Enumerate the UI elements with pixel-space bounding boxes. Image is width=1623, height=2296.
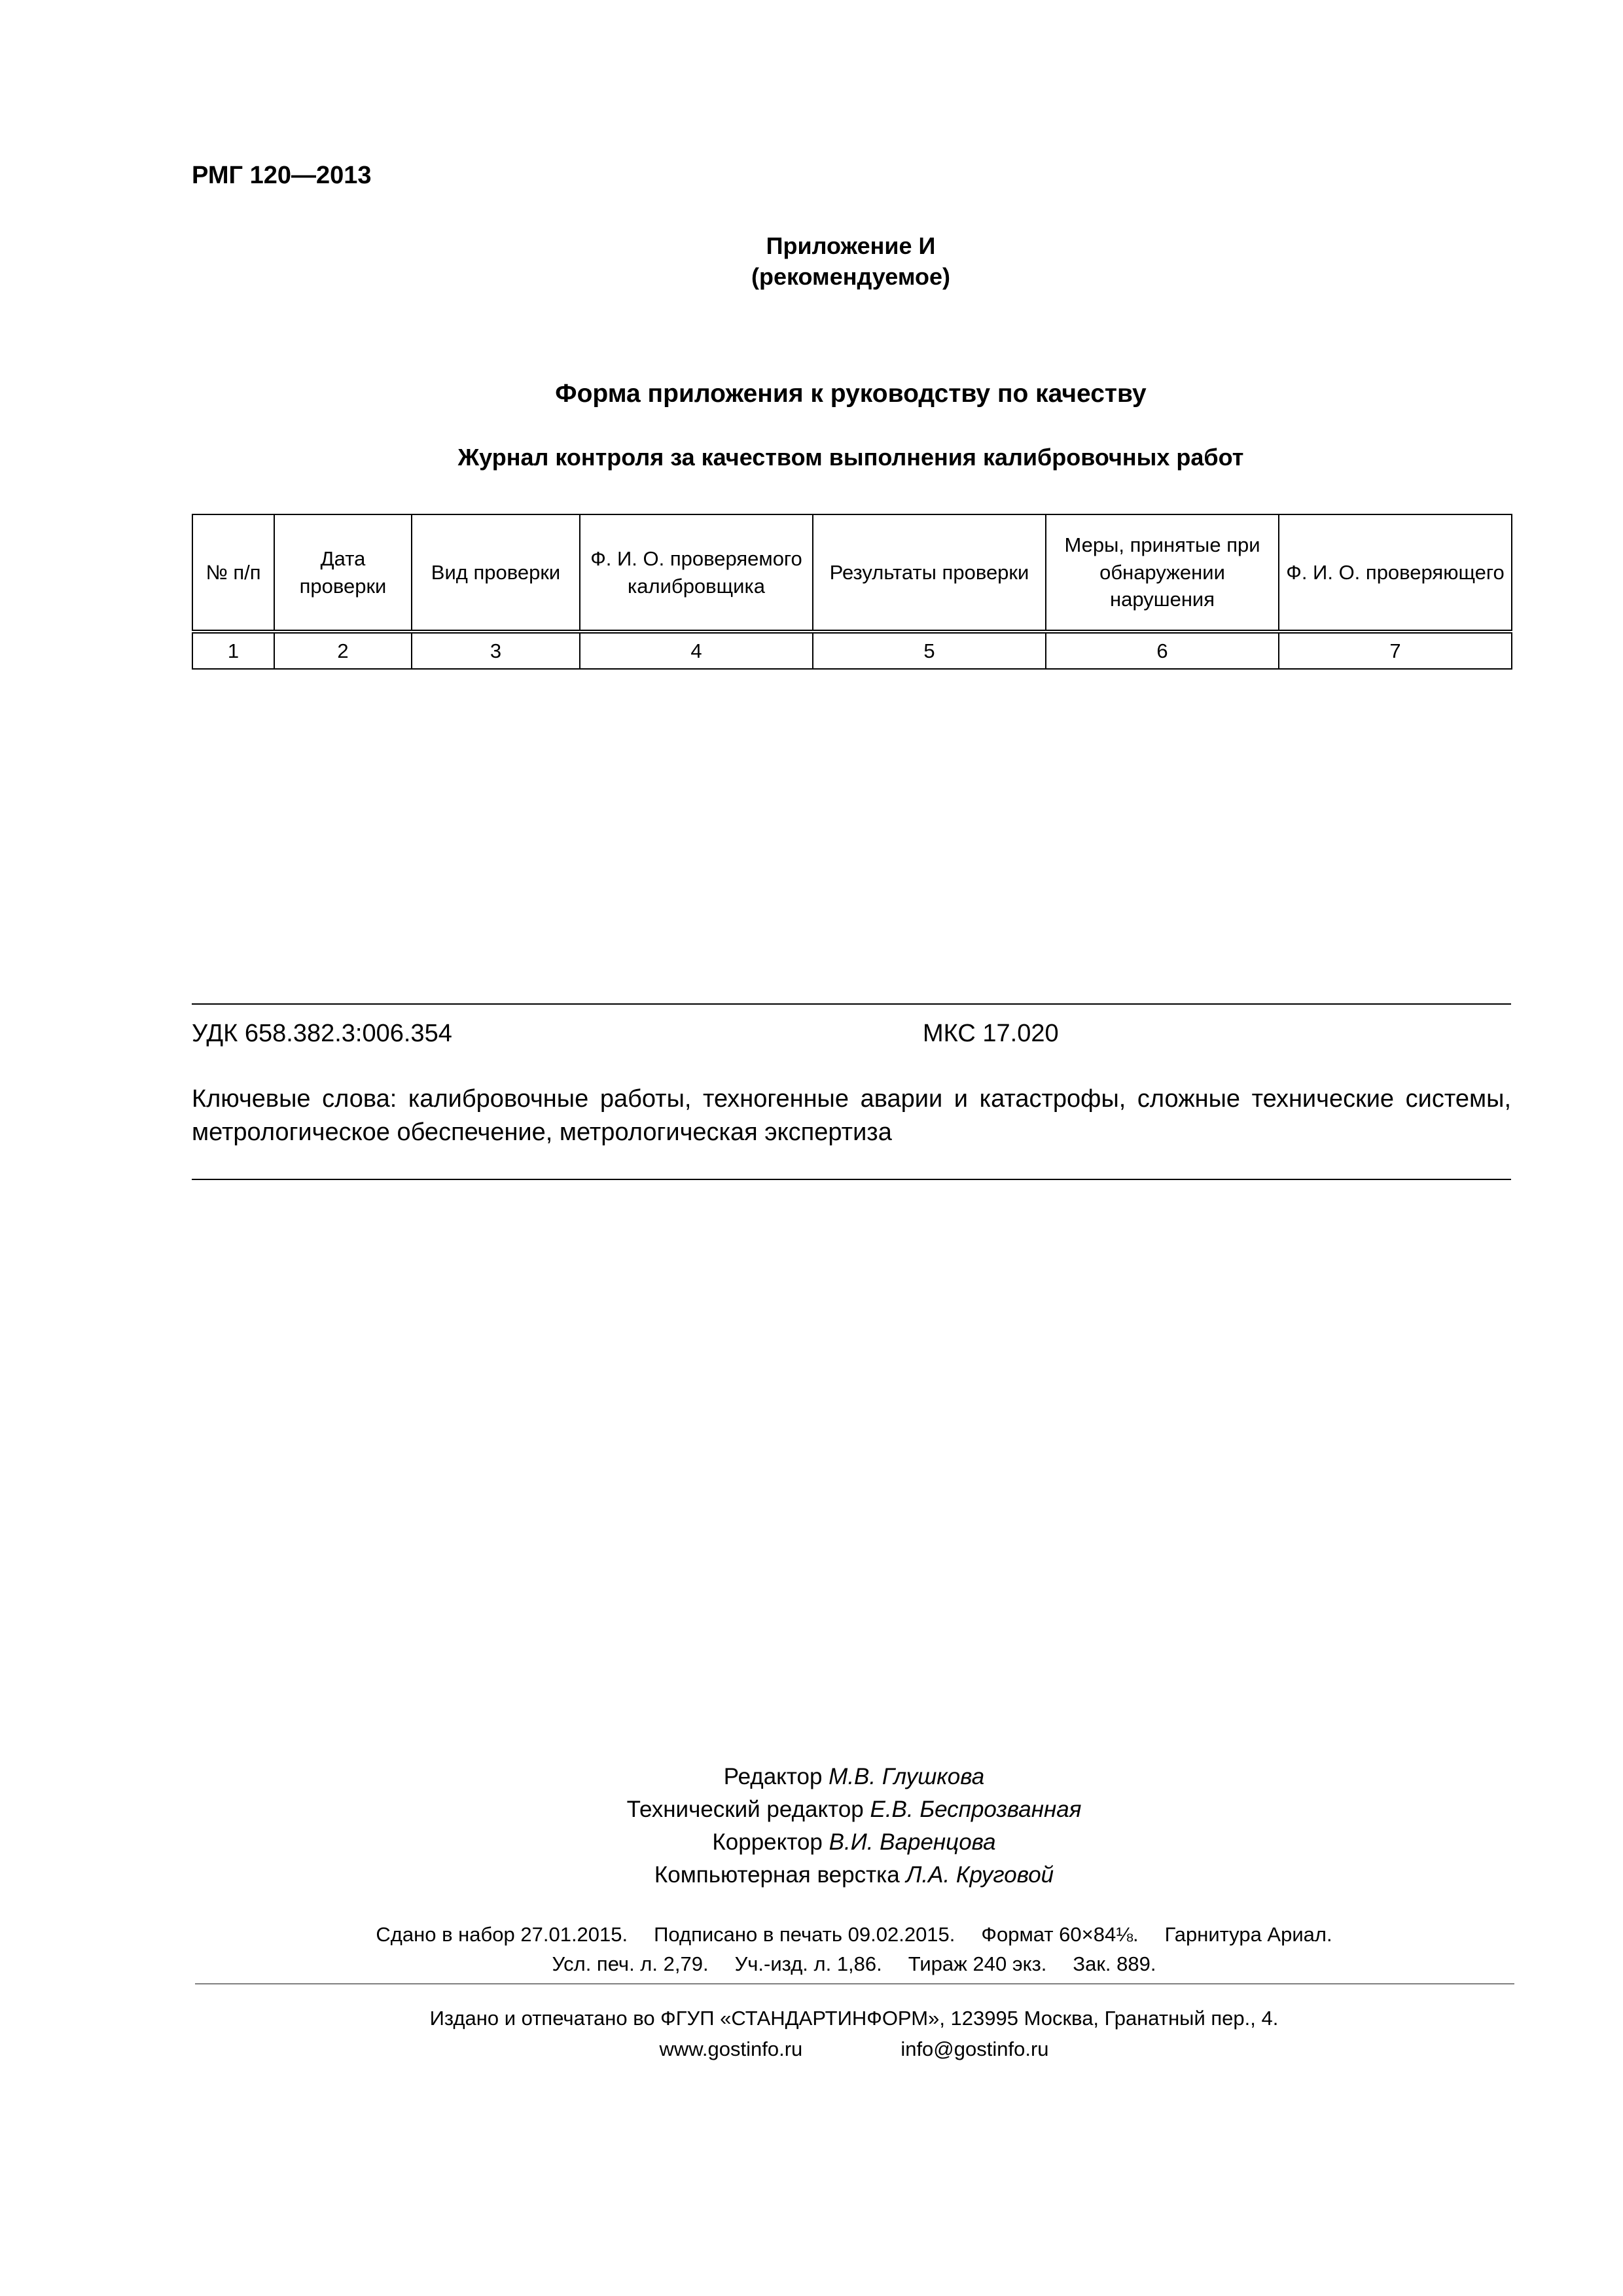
appendix-heading [0, 231, 1623, 293]
typeface: Гарнитура Ариал. [1164, 1923, 1332, 1946]
divider-publication [195, 1983, 1514, 1984]
header-cell-date: Дата проверки [274, 514, 412, 632]
header-cell-number: № п/п [192, 514, 274, 632]
journal-title: Журнал контроля за качеством выполнения калибровочных работ [457, 444, 1244, 471]
divider-bottom [192, 1179, 1511, 1180]
credit-role: Редактор [723, 1764, 829, 1789]
column-number: 2 [274, 632, 412, 669]
credit-name: М.В. Глушкова [829, 1764, 985, 1789]
credit-editor [0, 1761, 1623, 1793]
appendix-status: (рекомендуемое) [751, 262, 950, 290]
table-header-row [192, 514, 1512, 632]
column-number: 1 [192, 632, 274, 669]
header-cell-check-type: Вид проверки [412, 514, 580, 632]
table-numbering-row [192, 632, 1512, 669]
form-title: Форма приложения к руководству по качеству [555, 380, 1147, 408]
header-cell-inspector: Ф. И. О. проверяющего [1279, 514, 1512, 632]
credit-proofreader [0, 1826, 1623, 1859]
credit-technical-editor [0, 1793, 1623, 1826]
credit-role: Технический редактор [626, 1797, 870, 1823]
print-sheets: Усл. печ. л. 2,79. [552, 1952, 709, 1975]
contacts-line [0, 2034, 1623, 2065]
publication-info [0, 1920, 1623, 1979]
credit-layout [0, 1859, 1623, 1892]
column-number: 4 [580, 632, 813, 669]
column-number: 3 [412, 632, 580, 669]
credit-role: Компьютерная верстка [654, 1862, 906, 1888]
email-link[interactable]: info@gostinfo.ru [901, 2037, 1049, 2060]
publisher-line: Издано и отпечатано во ФГУП «СТАНДАРТИНФОРМ», 123995 Москва, Гранатный пер., 4. [429, 2007, 1279, 2030]
publication-line-1 [0, 1920, 1623, 1950]
header-cell-calibrator: Ф. И. О. проверяемого калибровщика [580, 514, 813, 632]
document-code: РМГ 120—2013 [192, 162, 372, 189]
credits-block [0, 1761, 1623, 1892]
order-number: Зак. 889. [1073, 1952, 1156, 1975]
print-run: Тираж 240 экз. [908, 1952, 1047, 1975]
website-link[interactable]: www.gostinfo.ru [659, 2037, 803, 2060]
keywords: Ключевые слова: калибровочные работы, техногенные аварии и катастрофы, сложные технические системы, метрологическое обеспечение, метрологическая экспертиза [192, 1085, 1511, 1146]
credit-role: Корректор [712, 1829, 829, 1856]
divider-top [192, 1003, 1511, 1005]
print-sign-date: Подписано в печать 09.02.2015. [654, 1923, 955, 1946]
udk-code: УДК 658.382.3:006.354 [192, 1020, 452, 1047]
mks-code: МКС 17.020 [923, 1020, 1059, 1047]
header-cell-results: Результаты проверки [813, 514, 1046, 632]
credit-name: В.И. Варенцова [829, 1829, 996, 1856]
credit-name: Л.А. Круговой [906, 1862, 1054, 1888]
column-number: 7 [1279, 632, 1512, 669]
header-cell-measures: Меры, принятые при обнаружении нарушения [1046, 514, 1279, 632]
paper-format: Формат 60×84⅛. [981, 1923, 1139, 1946]
journal-table [192, 514, 1512, 670]
appendix-title: Приложение И [766, 232, 936, 259]
imprint [0, 2003, 1623, 2064]
typeset-date: Сдано в набор 27.01.2015. [376, 1923, 628, 1946]
publication-line-2 [0, 1950, 1623, 1979]
column-number: 6 [1046, 632, 1279, 669]
column-number: 5 [813, 632, 1046, 669]
credit-name: Е.В. Беспрозванная [870, 1797, 1082, 1823]
publisher-sheets: Уч.-изд. л. 1,86. [734, 1952, 882, 1975]
